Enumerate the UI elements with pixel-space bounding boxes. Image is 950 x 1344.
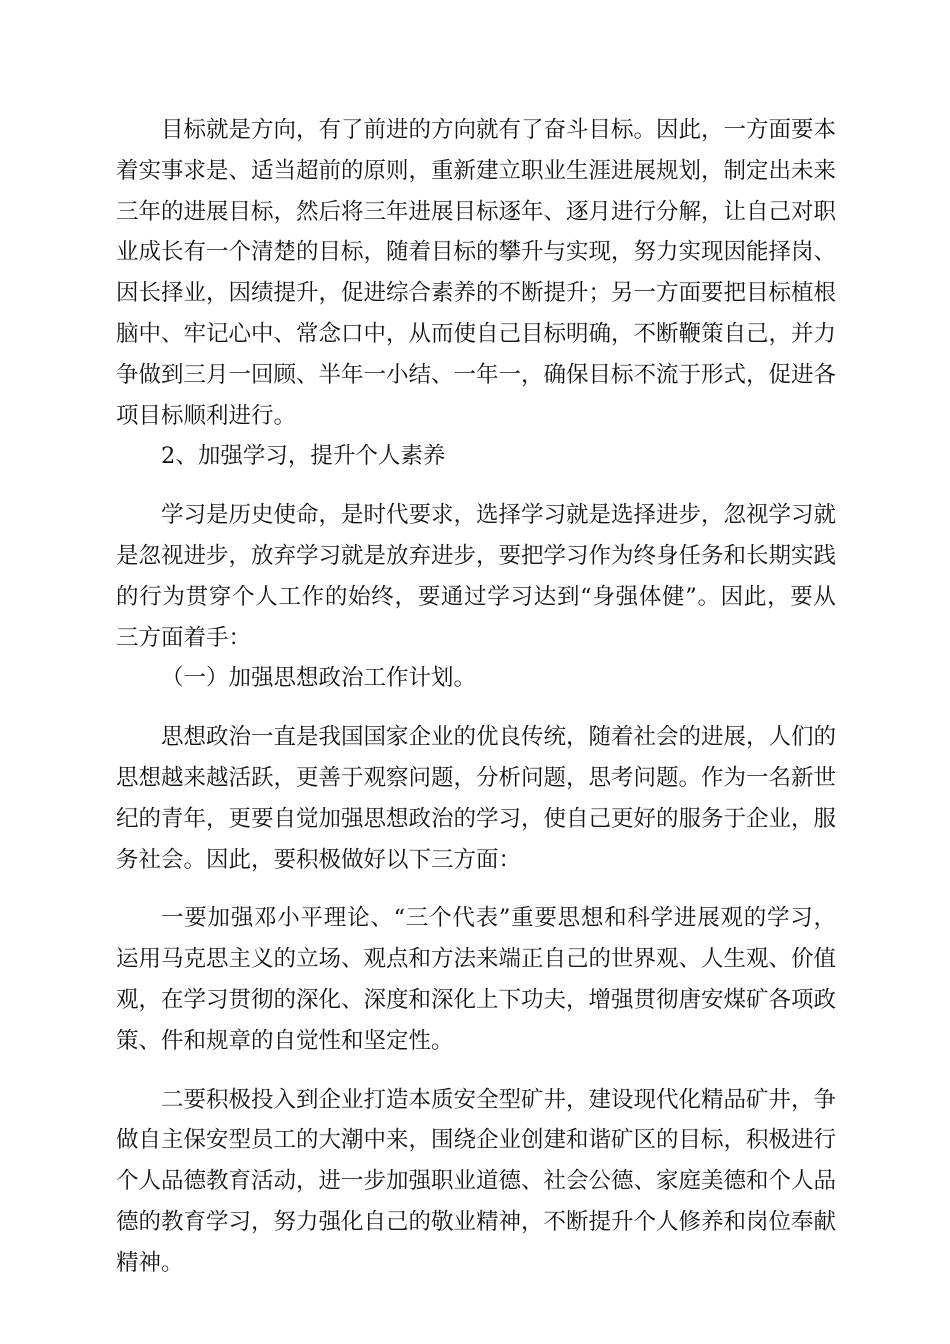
paragraph-point-one: 一要加强邓小平理论、“三个代表”重要思想和科学进展观的学习，运用马克思主义的立场、观点和方法来端正自己的世界观、人生观、价值观，在学习贯彻的深化、深度和深化上下功夫，增强贯彻唐安煤矿各项政策、件和规章的自觉性和坚定性。 [116, 905, 837, 1054]
paragraph-point-two: 二要积极投入到企业打造本质安全型矿井，建设现代化精品矿井，争做自主保安型员工的大潮中来，围绕企业创建和谐矿区的目标，积极进行个人品德教育活动，进一步加强职业道德、社会公德、家庭美德和个人品德的教育学习，努力强化自己的敬业精神，不断提升个人修养和岗位奉献精神。 [116, 1086, 837, 1276]
paragraph-goals: 目标就是方向，有了前进的方向就有了奋斗目标。因此，一方面要本着实事求是、适当超前的原则，重新建立职业生涯进展规划，制定出未来三年的进展目标，然后将三年进展目标逐年、逐月进行分解，让自己对职业成长有一个清楚的目标，随着目标的攀升与实现，努力实现因能择岗、因长择业，因绩提升，促进综合素养的不断提升；另一方面要把目标植根脑中、牢记心中、常念口中，从而使自己目标明确，不断鞭策自己，并力争做到三月一回顾、半年一小结、一年一，确保目标不流于形式，促进各项目标顺利进行。 [116, 117, 837, 429]
paragraph-study: 学习是历史使命，是时代要求，选择学习就是选择进步，忽视学习就是忽视进步，放弃学习就是放弃进步，要把学习作为终身任务和长期实践的行为贯穿个人工作的始终，要通过学习达到“身强体健”。因此，要从三方面着手： [116, 502, 837, 651]
paragraph-political-tradition: 思想政治一直是我国国家企业的优良传统，随着社会的进展，人们的思想越来越活跃，更善于观察问题，分析问题，思考问题。作为一名新世纪的青年，更要自觉加强思想政治的学习，使自己更好的服务于企业，服务社会。因此，要积极做好以下三方面： [116, 724, 837, 873]
section-heading-study: 2、加强学习，提升个人素养 [161, 443, 446, 470]
subheading-political-work: （一）加强思想政治工作计划。 [161, 665, 477, 692]
document-body [116, 110, 836, 1284]
